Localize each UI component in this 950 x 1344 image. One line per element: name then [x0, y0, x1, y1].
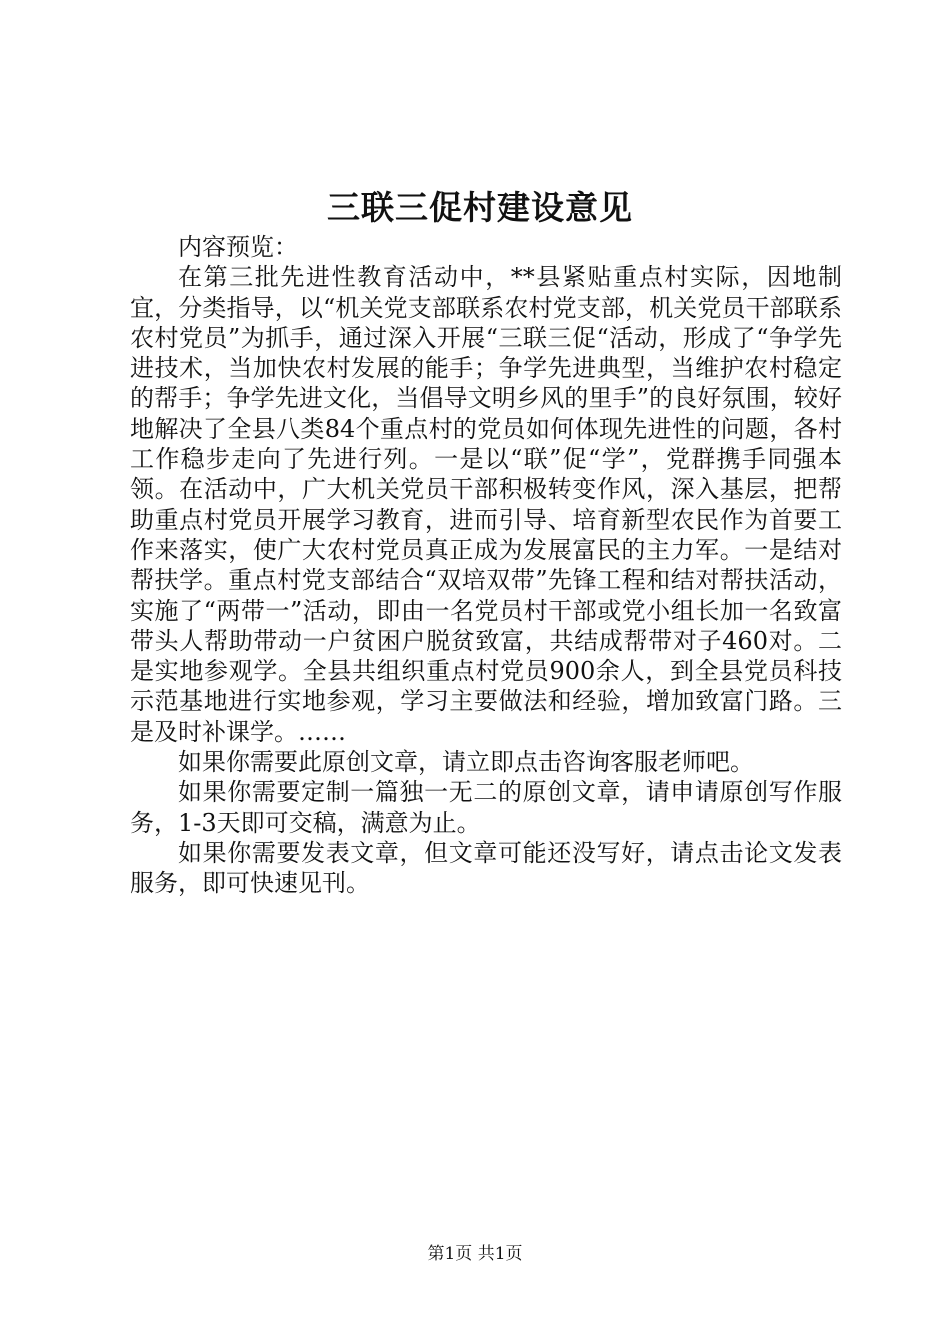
preview-label: 内容预览： [178, 233, 298, 261]
notice-paragraph-consult: 如果你需要此原创文章，请立即点击咨询客服老师吧。 [178, 748, 754, 777]
notice-paragraph-custom: 如果你需要定制一篇独一无二的原创文章，请申请原创写作服务，1-3天即可交稿，满意为止。 [130, 778, 842, 837]
document-title: 三联三促村建设意见 [327, 188, 633, 227]
document-body [130, 232, 842, 899]
notice-paragraph-publish: 如果你需要发表文章，但文章可能还没写好，请点击论文发表服务，即可快速见刊。 [130, 838, 842, 898]
main-paragraph: 在第三批先进性教育活动中，**县紧贴重点村实际，因地制宜，分类指导，以“机关党支部联系农村党支部，机关党员干部联系农村党员”为抓手，通过深入开展“三联三促“活动，形成了“争学先进技术，当加快农村发展的能手；争学先进典型，当维护农村稳定的帮手；争学先进文化，当倡导文明乡风的里手”的良好氛围，较好地解决了全县八类84个重点村的党员如何体现先进性的问题，各村工作稳步走向了先进行列。一是以“联”促“学”，党群携手同强本领。在活动中，广大机关党员干部积极转变作风，深入基层，把帮助重点村党员开展学习教育，进而引导、培育新型农民作为首要工作来落实，使广大农村党员真正成为发展富民的主力军。一是结对帮扶学。重点村党支部结合“双培双带”先锋工程和结对帮扶活动，实施了“两带一”活动，即由一名党员村干部或党小组长加一名致富带头人帮助带动一户贫困户脱贫致富，共结成帮带对子460对。二是实地参观学。全县共组织重点村党员900余人，到全县党员科技示范基地进行实地参观，学习主要做法和经验，增加致富门路。三是及时补课学。…… [130, 263, 842, 746]
page-number-footer: 第1页 共1页 [427, 1244, 523, 1264]
